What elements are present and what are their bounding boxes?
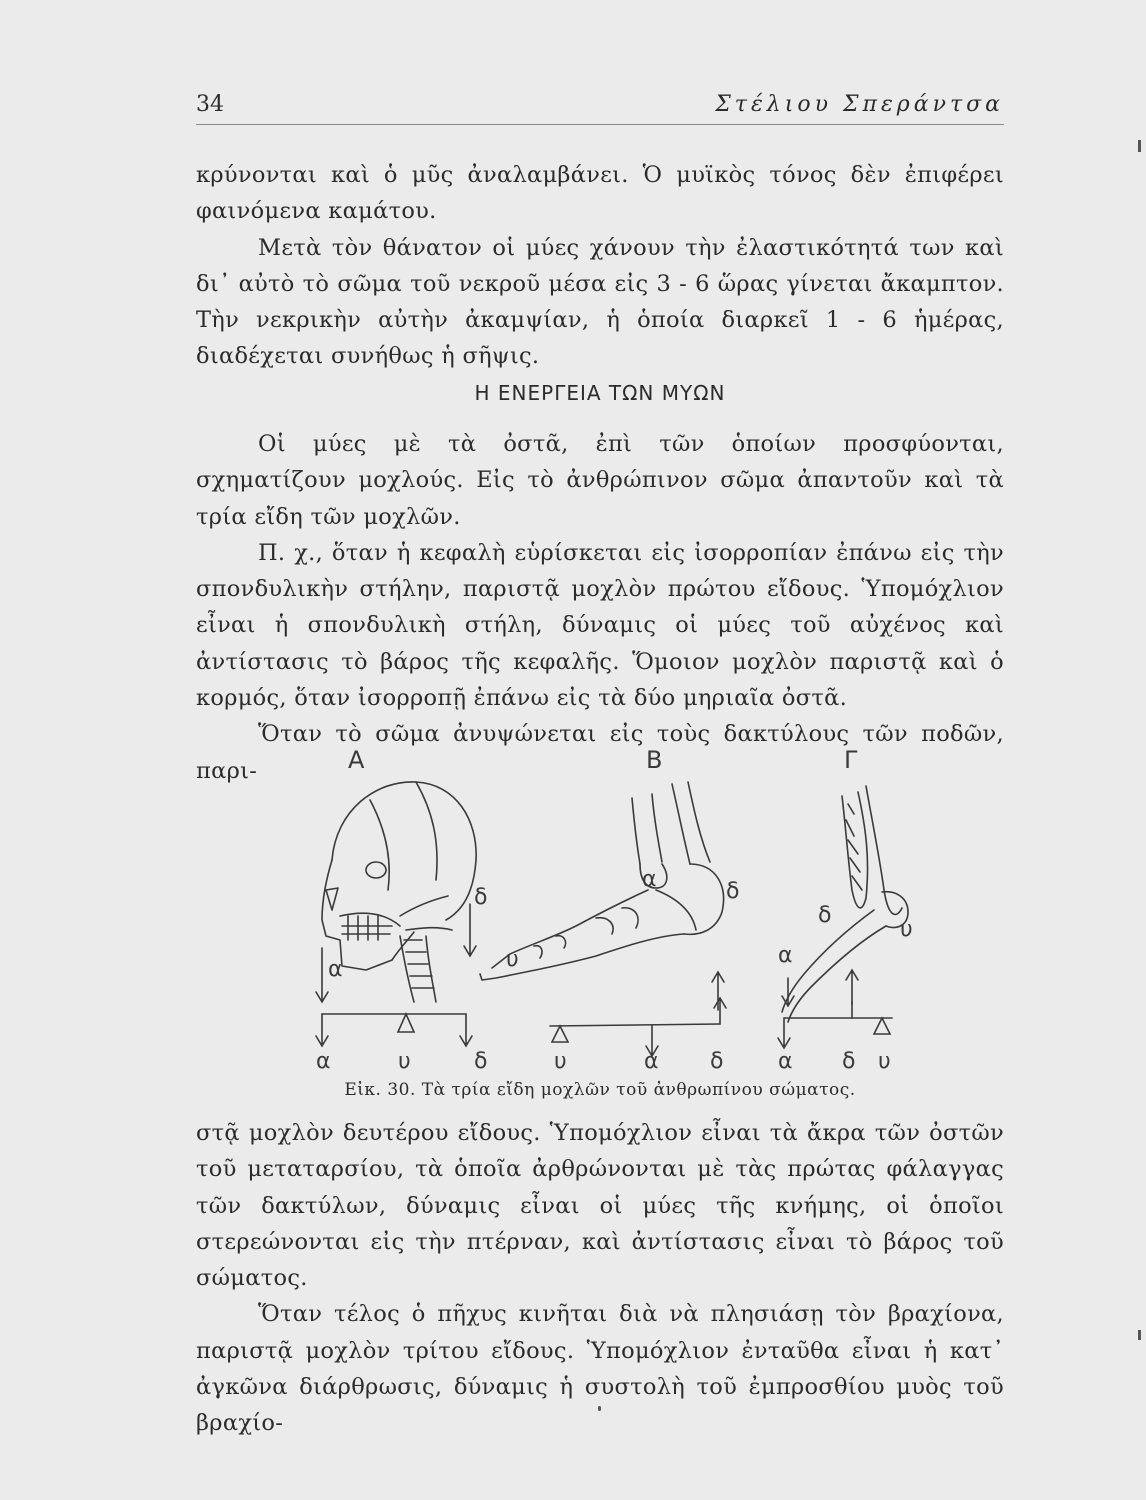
figure-label: υ xyxy=(900,917,913,942)
figure-label: δ xyxy=(818,903,832,928)
axis-label: α xyxy=(316,1049,331,1074)
axis-label: δ xyxy=(474,1049,488,1074)
paragraph: Οἱ μύες μὲ τὰ ὀστᾶ, ἐπὶ τῶν ὁποίων προσφύονται, σχηματίζουν μοχλούς. Εἰς τὸ ἀνθρώπινον σῶμα ἀπαντοῦν καὶ τὰ τρία εἴδη τῶν μοχλῶν. xyxy=(196,431,1004,530)
figure-label: υ xyxy=(506,947,519,972)
arm-drawing xyxy=(782,786,908,1022)
lower-text xyxy=(196,1115,1004,1442)
paragraph: Π. χ., ὅταν ἡ κεφαλὴ εὑρίσκεται εἰς ἰσορροπίαν ἐπάνω εἰς τὴν σπονδυλικὴν στήλην, παριστᾷ μοχλὸν πρώτου εἴδους. Ὑπομόχλιον εἶναι ἡ σπονδυλικὴ στήλη, δύναμις οἱ μύες τοῦ αὐχένος καὶ ἀντίστασις τὸ βάρος τῆς κεφαλῆς. Ὅμοιον μοχλὸν παριστᾷ καὶ ὁ κορμός, ὅταν ἰσορροπῇ ἐπάνω εἰς τὰ δύο μηριαῖα ὀστᾶ. xyxy=(196,539,1004,712)
paragraph: στᾷ μοχλὸν δευτέρου εἴδους. Ὑπομόχλιον εἶναι τὰ ἄκρα τῶν ὀστῶν τοῦ μεταταρσίου, τὰ ὁποῖα ἀρθρώνονται μὲ τὰς πρώτας φάλαγγας τῶν δακτύλων, δύναμις εἶναι οἱ μύες τῆς κνήμης, οἱ ὁποῖοι στερεώνονται εἰς τὴν πτέρναν, καὶ ἀντίστασις εἶναι τὸ βάρος τοῦ σώματος. xyxy=(196,1120,1004,1292)
axis-label: δ xyxy=(842,1049,856,1074)
panel-letter: A xyxy=(348,746,365,774)
panel-letter: Γ xyxy=(844,746,858,774)
section-text xyxy=(196,426,1004,789)
edge-mark xyxy=(1138,140,1141,152)
figure-label: α xyxy=(778,943,793,968)
panel-letter: B xyxy=(646,746,663,774)
figure-label: α xyxy=(642,867,657,892)
edge-mark xyxy=(1138,1330,1141,1340)
running-head xyxy=(196,92,1004,122)
paragraph: Ὅταν τέλος ὁ πῆχυς κινῆται διὰ νὰ πλησιάσῃ τὸν βραχίονα, παριστᾷ μοχλὸν τρίτου εἴδους. Ὑπομόχλιον ἐνταῦθα εἶναι ἡ κατ᾽ ἀγκῶνα διάρθρωσις, δύναμις ἡ συστολὴ τοῦ ἐμπροσθίου μυὸς τοῦ βραχίο- xyxy=(196,1301,1004,1437)
lever-schemes xyxy=(316,998,892,1056)
ink-speck xyxy=(598,1406,601,1411)
axis-label: υ xyxy=(878,1049,891,1074)
page-number: 34 xyxy=(196,92,224,117)
figure-label: α xyxy=(328,957,343,982)
header-rule xyxy=(196,124,1004,125)
paragraph: Μετὰ τὸν θάνατον οἱ μύες χάνουν τὴν ἐλαστικότητά των καὶ δι᾽ αὐτὸ τὸ σῶμα τοῦ νεκροῦ μέσα εἰς 3 - 6 ὥρας γίνεται ἄκαμπτον. Τὴν νεκρικὴν αὐτὴν ἀκαμψίαν, ἡ ὁποία διαρκεῖ 1 - 6 ἡμέρας, διαδέχεται συνήθως ἡ σῆψις. xyxy=(196,234,1004,370)
axis-label: υ xyxy=(554,1049,567,1074)
lever-illustration xyxy=(296,740,936,1080)
axis-label: α xyxy=(644,1049,659,1074)
figure-caption: Εἰκ. 30. Τὰ τρία εἴδη μοχλῶν τοῦ ἀνθρωπίνου σώματος. xyxy=(344,1080,856,1100)
section-heading: Η ΕΝΕΡΓΕΙΑ ΤΩΝ ΜΥΩΝ xyxy=(474,381,726,405)
axis-label: δ xyxy=(710,1049,724,1074)
skull-drawing xyxy=(322,782,476,1002)
figure-label: δ xyxy=(474,885,488,910)
paragraph: Ὅταν τὸ σῶμα ἀνυψώνεται εἰς τοὺς δακτύλους τῶν ποδῶν, παρι- xyxy=(196,721,1004,784)
figure-label: δ xyxy=(726,879,740,904)
lever-figure xyxy=(296,740,936,1080)
running-title: Στέλιου Σπεράντσα xyxy=(715,92,1004,117)
axis-label: α xyxy=(778,1049,793,1074)
upper-text xyxy=(196,157,1004,375)
paragraph: κρύνονται καὶ ὁ μῦς ἀναλαμβάνει. Ὁ μυϊκὸς τόνος δὲν ἐπιφέρει φαινόμενα καμάτου. xyxy=(196,162,1004,225)
axis-label: υ xyxy=(398,1049,411,1074)
